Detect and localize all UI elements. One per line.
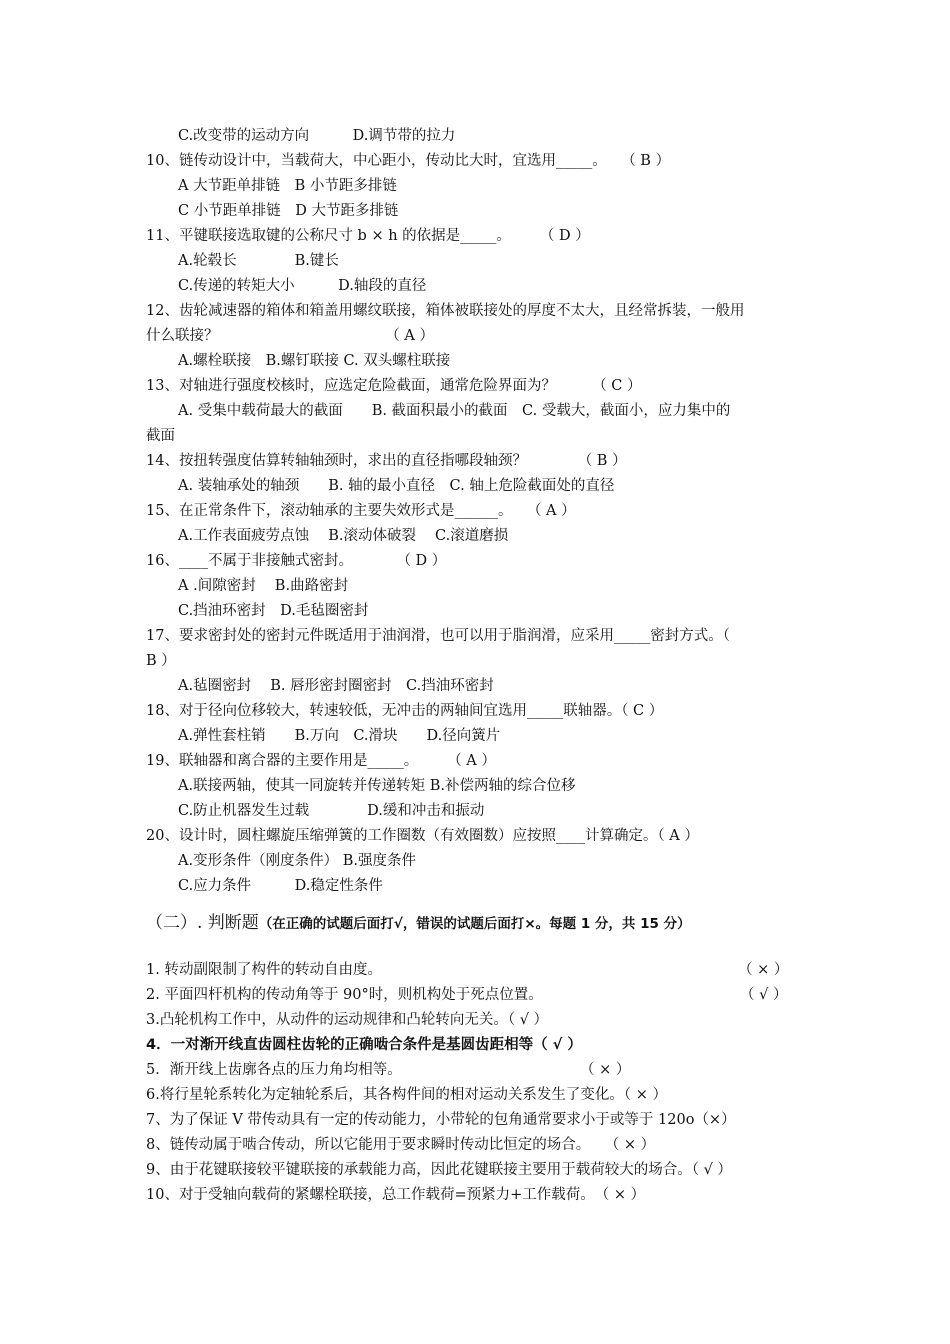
judge-answer-5: （ × ）	[580, 1062, 631, 1078]
judge-item-7: 7、为了保证 V 带传动具有一定的传动能力，小带轮的包角通常要求小于或等于 120o（×）	[146, 1112, 736, 1128]
q15-options: A.工作表面疲劳点蚀 B.滚动体破裂 C.滚道磨损	[178, 528, 509, 544]
q18-options: A.弹性套柱销 B.万向 C.滑块 D.径向簧片	[178, 728, 501, 744]
question-11: 11、平键联接选取键的公称尺寸 b × h 的依据是_____。 （ D ）	[146, 228, 590, 244]
judge-answer-1: （ × ）	[738, 962, 789, 978]
question-15: 15、在正常条件下，滚动轴承的主要失效形式是______。 （ A ）	[146, 503, 576, 519]
question-12-line1: 12、齿轮减速器的箱体和箱盖用螺纹联接，箱体被联接处的厚度不太大，且经常拆装，一般用	[146, 303, 745, 319]
judge-item-2: 2. 平面四杆机构的传动角等于 90°时，则机构处于死点位置。	[146, 987, 543, 1003]
question-13: 13、对轴进行强度校核时，应选定危险截面，通常危险界面为？ （ C ）	[146, 378, 642, 394]
question-14: 14、按扭转强度估算转轴轴颈时，求出的直径指哪段轴颈？ （ B ）	[146, 453, 627, 469]
question-17-line1: 17、要求密封处的密封元件既适用于油润滑，也可以用于脂润滑，应采用_____密封方式。（	[146, 628, 730, 644]
q9-options-cd: C.改变带的运动方向 D.调节带的拉力	[178, 128, 456, 144]
judge-item-8: 8、链传动属于啮合传动，所以它能用于要求瞬时传动比恒定的场合。 （ × ）	[146, 1137, 656, 1153]
judge-item-5: 5．渐开线上齿廓各点的压力角均相等。	[146, 1062, 402, 1078]
q19-options-cd: C.防止机器发生过载 D.缓和冲击和振动	[178, 803, 485, 819]
q17-options: A.毡圈密封 B. 唇形密封圈密封 C.挡油环密封	[178, 678, 494, 694]
q12-options: A.螺栓联接 B.螺钉联接 C. 双头螺柱联接	[178, 353, 451, 369]
q20-options-cd: C.应力条件 D.稳定性条件	[178, 878, 383, 894]
question-18: 18、对于径向位移较大，转速较低，无冲击的两轴间宜选用_____联轴器。（ C ）	[146, 703, 664, 719]
question-16: 16、____不属于非接触式密封。 （ D ）	[146, 553, 447, 569]
judge-item-3: 3.凸轮机构工作中，从动件的运动规律和凸轮转向无关。（ √ ）	[146, 1012, 549, 1028]
q13-options-line1: A. 受集中载荷最大的截面 B. 截面积最小的截面 C. 受载大，截面小，应力集中的	[178, 403, 731, 419]
q16-options-ab: A .间隙密封 B.曲路密封	[178, 578, 349, 594]
q13-options-line2: 截面	[146, 428, 175, 444]
judge-item-6: 6.将行星轮系转化为定轴轮系后，其各构件间的相对运动关系发生了变化。（ × ）	[146, 1087, 667, 1103]
q11-options-cd: C.传递的转矩大小 D.轴段的直径	[178, 278, 427, 294]
judge-item-1: 1. 转动副限制了构件的转动自由度。	[146, 962, 382, 978]
q16-options-cd: C.挡油环密封 D.毛毡圈密封	[178, 603, 369, 619]
judge-item-4: 4．一对渐开线直齿圆柱齿轮的正确啮合条件是基圆齿距相等（ √ ）	[146, 1037, 582, 1053]
section-instructions: （在正确的试题后面打√，错误的试题后面打×。每题 1 分，共 15 分）	[258, 916, 691, 932]
judge-item-10: 10、对于受轴向载荷的紧螺栓联接，总工作载荷=预紧力+工作载荷。 （ × ）	[146, 1187, 646, 1203]
question-19: 19、联轴器和离合器的主要作用是_____。 （ A ）	[146, 753, 496, 769]
question-17-line2: B ）	[146, 653, 176, 669]
q14-options: A. 装轴承处的轴颈 B. 轴的最小直径 C. 轴上危险截面处的直径	[178, 478, 615, 494]
judge-item-9: 9、由于花键联接较平键联接的承载能力高，因此花键联接主要用于载荷较大的场合。（ √ ）	[146, 1162, 732, 1178]
q10-options-ab: A 大节距单排链 B 小节距多排链	[178, 178, 397, 194]
q19-options-ab: A.联接两轴，使其一同旋转并传递转矩 B.补偿两轴的综合位移	[178, 778, 576, 794]
section-title: （二）. 判断题	[146, 913, 259, 933]
question-20: 20、设计时，圆柱螺旋压缩弹簧的工作圈数（有效圈数）应按照____计算确定。（ A ）	[146, 828, 699, 844]
question-10: 10、链传动设计中，当载荷大，中心距小，传动比大时，宜选用_____。 （ B ）	[146, 153, 671, 169]
judge-answer-2: （ √ ）	[740, 987, 788, 1003]
q10-options-cd: C 小节距单排链 D 大节距多排链	[178, 203, 399, 219]
q11-options-ab: A.轮毂长 B.键长	[178, 253, 339, 269]
q20-options-ab: A.变形条件（刚度条件） B.强度条件	[178, 853, 416, 869]
section-heading	[146, 911, 691, 936]
question-12-line2: 什么联接？ （ A ）	[146, 328, 434, 344]
